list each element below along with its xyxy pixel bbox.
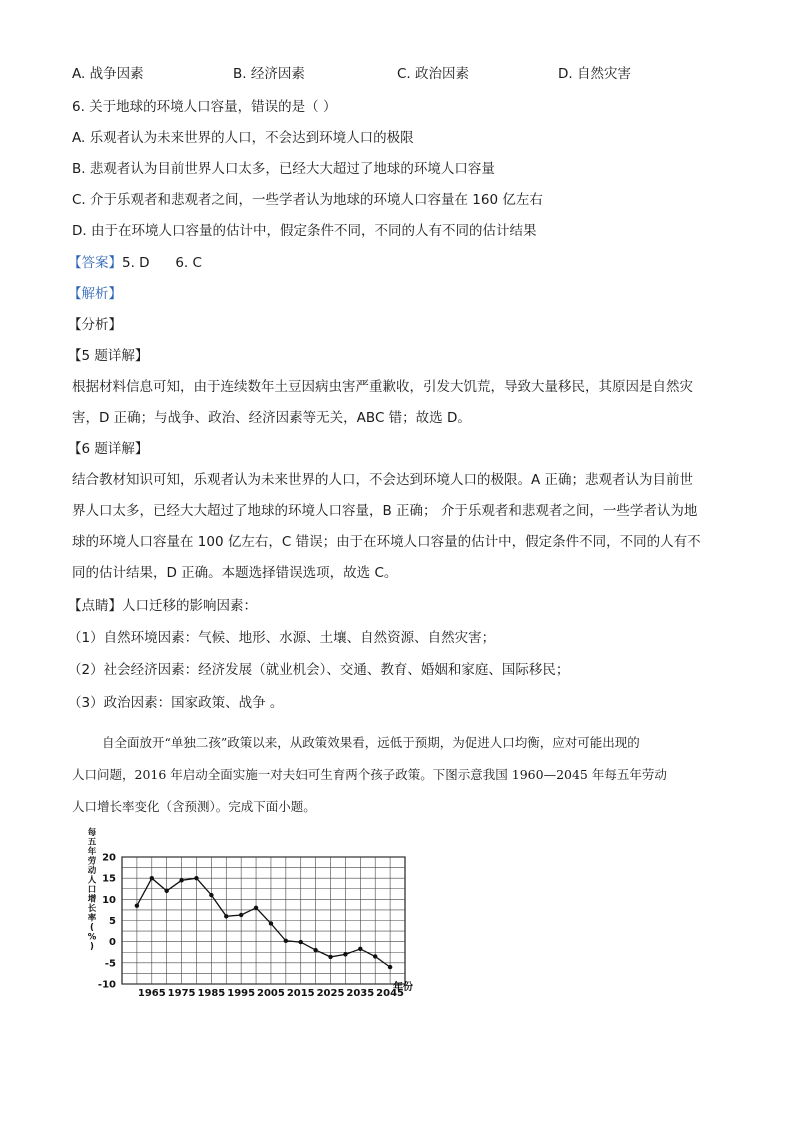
labor-growth-line-chart — [82, 826, 442, 1001]
data-point — [254, 906, 258, 910]
q5-option-a: A. 战争因素 — [72, 66, 144, 82]
data-point — [194, 876, 198, 880]
y-tick-label: 5 — [109, 916, 116, 927]
data-point — [239, 913, 243, 917]
y-axis-label-char: ( — [90, 923, 94, 933]
data-point — [328, 955, 332, 959]
q5-option-b: B. 经济因素 — [233, 66, 305, 82]
y-axis-label-char: 长 — [87, 904, 97, 914]
x-tick-label: 2025 — [316, 988, 345, 999]
dianjing-title: 人口迁移的影响因素： — [122, 598, 257, 614]
data-point — [150, 876, 154, 880]
x-tick-label: 1965 — [137, 988, 166, 999]
x-tick-label: 1975 — [167, 988, 196, 999]
data-point — [313, 948, 317, 952]
data-point — [179, 878, 183, 882]
dianjing-item: （2）社会经济因素：经济发展（就业机会）、交通、教育、婚姻和家庭、国际移民； — [68, 662, 570, 678]
x-tick-label: 2005 — [257, 988, 285, 999]
q5-option-c: C. 政治因素 — [397, 66, 470, 82]
x-tick-label: 1995 — [227, 988, 256, 999]
y-axis-label-char: 劳 — [87, 856, 97, 867]
dianjing-tag: 【点睛】 — [68, 598, 122, 614]
q5-option-d: D. 自然灾害 — [558, 66, 631, 82]
y-axis-label-char: 动 — [87, 866, 97, 876]
y-tick-label: 10 — [102, 894, 116, 906]
y-tick-label: 0 — [109, 937, 116, 949]
x-tick-label: 1985 — [197, 988, 226, 999]
dianjing-item: （1）自然环境因素：气候、地形、水源、土壤、自然资源、自然灾害； — [68, 630, 496, 646]
material-line: 自全面放开“单独二孩”政策以来，从政策效果看，远低于预期，为促进人口均衡，应对可能出现的 — [102, 735, 640, 750]
data-point — [388, 965, 392, 969]
x-tick-label: 2015 — [286, 988, 315, 999]
data-point — [209, 893, 213, 897]
data-point — [135, 903, 139, 907]
x-tick-label: 2035 — [346, 988, 375, 999]
detail6-line: 同的估计结果，D 正确。本题选择错误选项，故选 C。 — [72, 565, 398, 581]
answer-line — [68, 253, 202, 273]
material-line: 人口增长率变化（含预测）。完成下面小题。 — [72, 799, 316, 814]
detail5-line: 害，D 正确；与战争、政治、经济因素等无关，ABC 错；故选 D。 — [72, 410, 471, 426]
y-axis-label-char: % — [87, 932, 97, 943]
analysis-tag: 【解析】 — [68, 286, 122, 302]
series-line — [137, 878, 390, 967]
y-axis-label-char: 人 — [87, 875, 97, 886]
data-point — [224, 914, 228, 918]
y-axis-label-char: ) — [90, 942, 94, 952]
detail6-line: 结合教材知识可知，乐观者认为未来世界的人口，不会达到环境人口的极限。A 正确；悲观者认为目前世 — [72, 472, 694, 488]
q6-option-b: B. 悲观者认为目前世界人口太多，已经大大超过了地球的环境人口容量 — [72, 161, 495, 177]
detail5-line: 根据材料信息可知，由于连续数年土豆因病虫害严重歉收，引发大饥荒，导致大量移民，其原因是自然灾 — [72, 379, 693, 395]
chart-series — [135, 876, 393, 969]
y-tick-label: -5 — [104, 958, 116, 970]
y-tick-labels — [98, 853, 116, 991]
y-axis-label-char: 每 — [87, 828, 97, 838]
detail6-line: 界人口太多，已经大大超过了地球的环境人口容量，B 正确； 介于乐观者和悲观者之间，一些学者认为地 — [72, 503, 698, 519]
x-tick-label: 2045 — [376, 988, 405, 999]
material-line: 人口问题，2016 年启动全面实施一对夫妇可生育两个孩子政策。下图示意我国 1960—2045 年每五年劳动 — [72, 767, 667, 782]
y-axis-label-char: 口 — [87, 885, 97, 895]
data-point — [269, 921, 273, 925]
y-tick-label: 15 — [102, 873, 116, 885]
data-point — [358, 947, 362, 951]
y-tick-label: 20 — [102, 852, 116, 864]
y-axis-label-char: 率 — [87, 913, 97, 924]
data-point — [373, 954, 377, 958]
q6-stem: 6. 关于地球的环境人口容量，错误的是（ ） — [72, 99, 337, 115]
detail6-line: 球的环境人口容量在 100 亿左右，C 错误；由于在环境人口容量的估计中，假定条件不同，不同的人有不 — [72, 534, 701, 550]
y-axis-label — [88, 827, 97, 952]
x-tick-labels — [138, 988, 404, 999]
dianjing-line — [68, 596, 257, 616]
detail5-tag: 【5 题详解】 — [68, 348, 149, 364]
detail6-tag: 【6 题详解】 — [68, 441, 149, 457]
data-point — [343, 952, 347, 956]
y-axis-label-char: 年 — [87, 847, 97, 857]
y-axis-label-char: 五 — [87, 837, 97, 848]
q6-option-c: C. 介于乐观者和悲观者之间，一些学者认为地球的环境人口容量在 160 亿左右 — [72, 192, 543, 208]
data-point — [164, 889, 168, 893]
fenxi-tag: 【分析】 — [68, 317, 122, 333]
data-point — [284, 939, 288, 943]
q6-option-a: A. 乐观者认为未来世界的人口，不会达到环境人口的极限 — [72, 130, 414, 146]
q6-option-d: D. 由于在环境人口容量的估计中，假定条件不同，不同的人有不同的估计结果 — [72, 223, 537, 239]
y-axis-label-char: 增 — [87, 894, 97, 905]
y-tick-label: -10 — [97, 979, 116, 991]
dianjing-item: （3）政治因素：国家政策、战争 。 — [68, 695, 284, 711]
chart-grid — [122, 857, 405, 984]
answer-tag: 【答案】 — [68, 255, 122, 271]
data-point — [299, 940, 303, 944]
answer-text: 5. D 6. C — [122, 255, 202, 271]
x-axis-label: 年份 — [393, 982, 413, 993]
